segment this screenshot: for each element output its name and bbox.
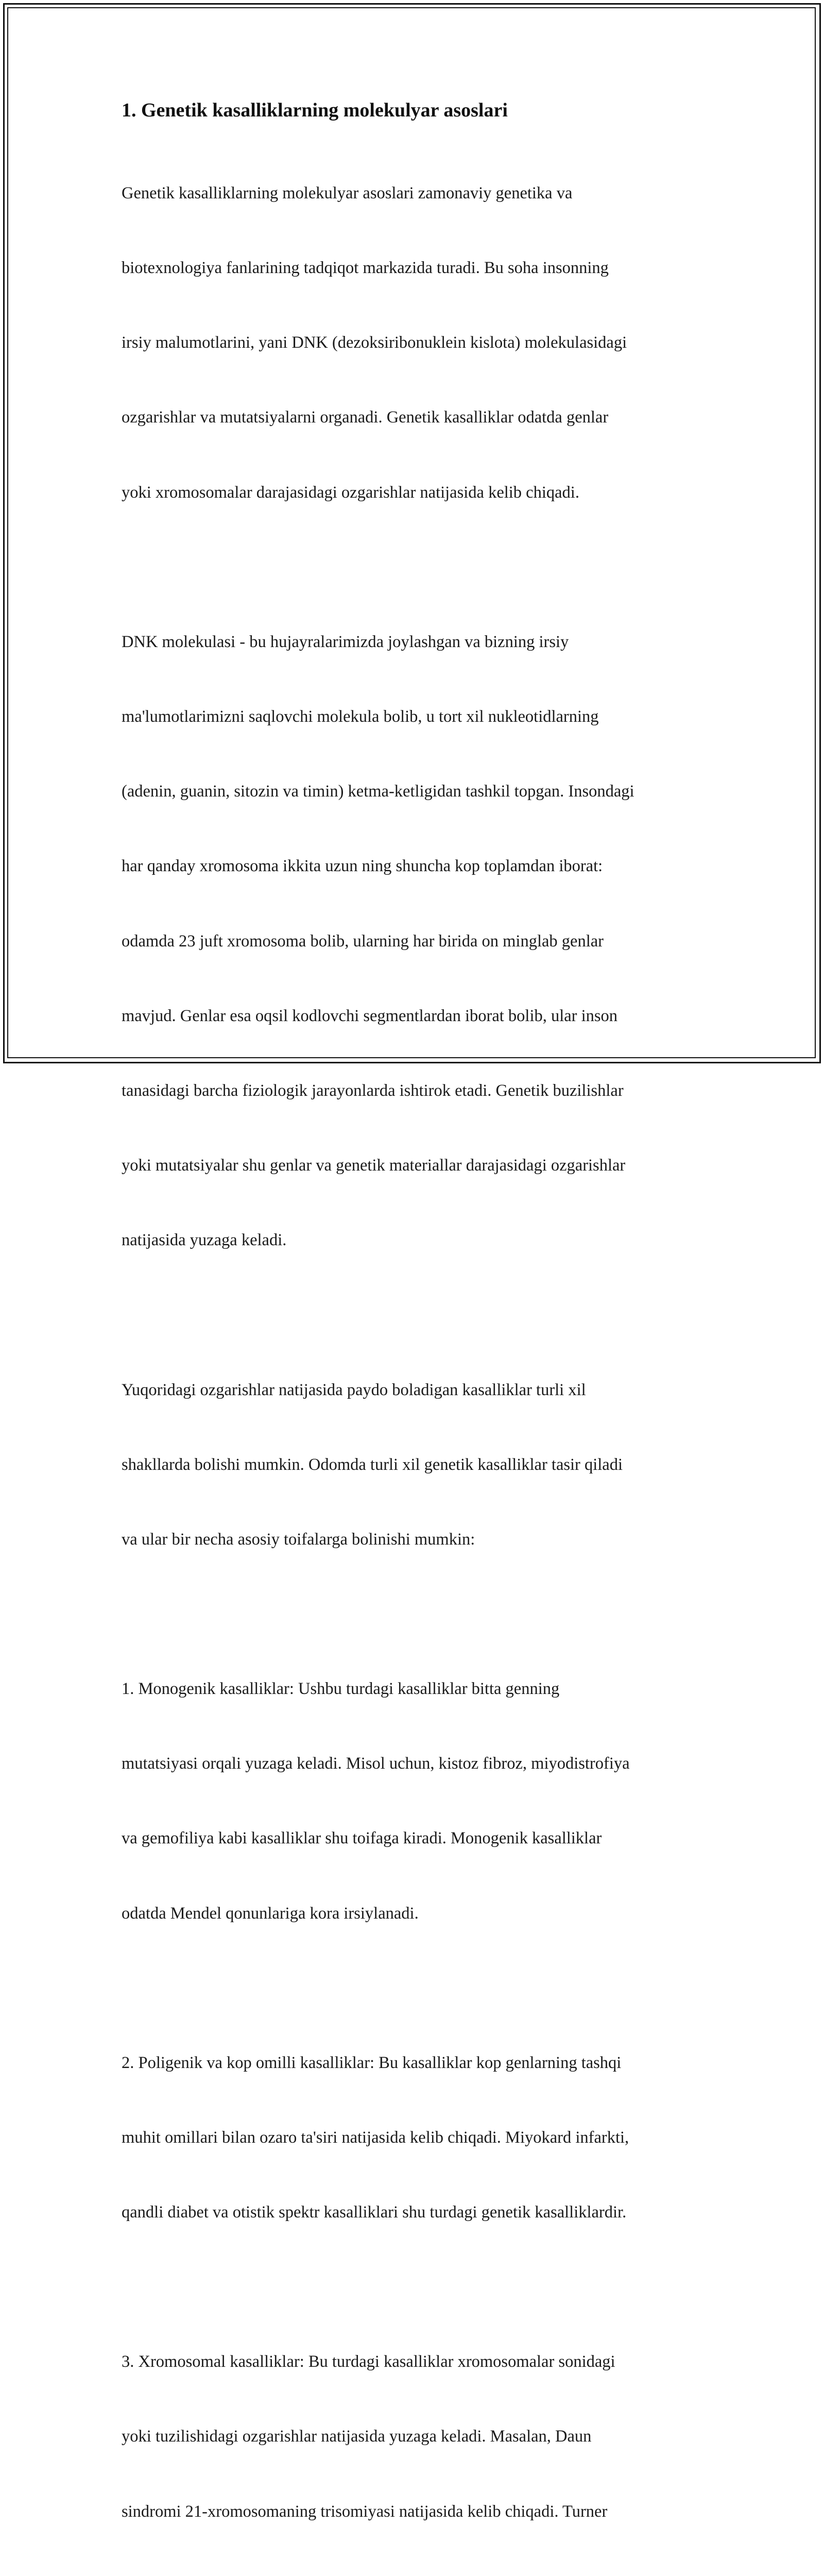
text-line: ma'lumotlarimizni saqlovchi molekula bolib, u tort xil nukleotidlarning — [122, 707, 599, 726]
text-line: irsiy malumotlarini, yani DNK (dezoksiribonuklein kislota) molekulasidagi — [122, 333, 627, 352]
text-line: shakllarda bolishi mumkin. Odomda turli xil genetik kasalliklar tasir qiladi — [122, 1455, 623, 1474]
text-line: biotexnologiya fanlarining tadqiqot markazida turadi. Bu soha insonning — [122, 259, 609, 278]
text-line: 1. Monogenik kasalliklar: Ushbu turdagi kasalliklar bitta genning — [122, 1679, 560, 1698]
text-line: ozgarishlar va mutatsiyalarni organadi. Genetik kasalliklar odatda genlar — [122, 408, 609, 427]
text-line: odamda 23 juft xromosoma bolib, ularning har birida on minglab genlar — [122, 931, 604, 951]
text-line: 3. Xromosomal kasalliklar: Bu turdagi kasalliklar xromosomalar sonidagi — [122, 2352, 615, 2371]
text-line: har qanday xromosoma ikkita uzun ning shuncha kop toplamdan iborat: — [122, 857, 603, 876]
text-line: sindromi 21-xromosomaning trisomiyasi natijasida kelib chiqadi. Turner — [122, 2502, 608, 2521]
paragraph-polygenic — [122, 2001, 703, 2275]
text-line: va gemofiliya kabi kasalliklar shu toifaga kiradi. Monogenik kasalliklar — [122, 1829, 602, 1848]
text-line: Yuqoridagi ozgarishlar natijasida paydo boladigan kasalliklar turli xil — [122, 1380, 586, 1399]
text-line: muhit omillari bilan ozaro ta'siri natijasida kelib chiqadi. Miyokard infarkti, — [122, 2128, 629, 2147]
paragraph-intro — [122, 131, 703, 555]
paragraph-dnk — [122, 580, 703, 1303]
text-line: DNK molekulasi - bu hujayralarimizda joylashgan va bizning irsiy — [122, 632, 569, 651]
text-line: yoki xromosomalar darajasidagi ozgarishlar natijasida kelib chiqadi. — [122, 483, 579, 502]
text-line: odatda Mendel qonunlariga kora irsiylanadi. — [122, 1904, 419, 1923]
text-line: mavjud. Genlar esa oqsil kodlovchi segmentlardan iborat bolib, ular inson — [122, 1006, 618, 1025]
paragraph-chromosomal — [122, 2299, 703, 2576]
paragraph-monogenic — [122, 1626, 703, 1976]
text-line: Genetik kasalliklarning molekulyar asoslari zamonaviy genetika va — [122, 183, 573, 202]
paragraph-categories-intro — [122, 1328, 703, 1602]
text-line: va ular bir necha asosiy toifalarga bolinishi mumkin: — [122, 1530, 475, 1549]
text-line: tanasidagi barcha fiziologik jarayonlarda ishtirok etadi. Genetik buzilishlar — [122, 1081, 624, 1100]
document-body — [122, 97, 703, 2576]
text-line: qandli diabet va otistik spektr kasalliklari shu turdagi genetik kasalliklardir. — [122, 2203, 627, 2222]
text-line: yoki tuzilishidagi ozgarishlar natijasida yuzaga keladi. Masalan, Daun — [122, 2427, 592, 2446]
text-line: mutatsiyasi orqali yuzaga keladi. Misol uchun, kistoz fibroz, miyodistrofiya — [122, 1754, 630, 1773]
text-line: (adenin, guanin, sitozin va timin) ketma-ketligidan tashkil topgan. Insondagi — [122, 782, 634, 801]
text-line: yoki mutatsiyalar shu genlar va genetik materiallar darajasidagi ozgarishlar — [122, 1156, 626, 1175]
text-line: 2. Poligenik va kop omilli kasalliklar: Bu kasalliklar kop genlarning tashqi — [122, 2053, 622, 2072]
section-heading: 1. Genetik kasalliklarning molekulyar asoslari — [122, 99, 508, 121]
text-line — [122, 2574, 703, 2576]
text-line: natijasida yuzaga keladi. — [122, 1231, 287, 1250]
